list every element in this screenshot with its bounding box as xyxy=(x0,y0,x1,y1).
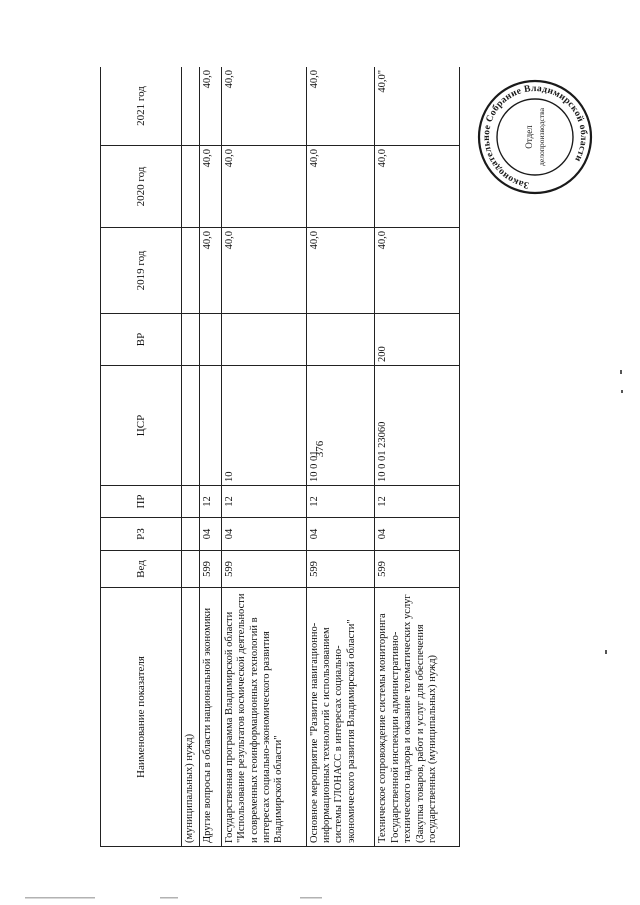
cell-name: Другие вопросы в области национальной экономики xyxy=(200,588,222,847)
header-vr: ВР xyxy=(101,314,182,366)
page-number: 376 xyxy=(314,440,326,458)
header-csr: ЦСР xyxy=(101,366,182,486)
table-row xyxy=(306,67,375,847)
cell-rz xyxy=(182,518,200,551)
seal-inner-ring xyxy=(497,99,573,175)
cell-csr xyxy=(200,366,222,486)
cell-ved: 599 xyxy=(200,551,222,588)
table-header-row xyxy=(101,67,182,847)
table-row xyxy=(200,67,222,847)
header-2021: 2021 год xyxy=(101,67,182,146)
rotated-table-container xyxy=(100,67,460,847)
cell-2020: 40,0 xyxy=(375,146,460,228)
cell-vr xyxy=(182,314,200,366)
cell-ved: 599 xyxy=(221,551,306,588)
cell-2021 xyxy=(182,67,200,146)
seal-center-line1: Отдел xyxy=(524,125,534,149)
header-ved: Вед xyxy=(101,551,182,588)
header-pr: ПР xyxy=(101,486,182,518)
seal-outer-ring xyxy=(479,81,591,193)
cell-2020: 40,0 xyxy=(306,146,375,228)
header-rz: РЗ xyxy=(101,518,182,551)
cell-rz: 04 xyxy=(200,518,222,551)
cell-2020 xyxy=(182,146,200,228)
cell-rz: 04 xyxy=(375,518,460,551)
cell-csr: 10 0 01 xyxy=(306,366,375,486)
cell-2019: 40,0 xyxy=(375,228,460,314)
cell-name: Основное мероприятие "Развитие навигационно-информационных технологий с использованием системы ГЛОНАСС в интересах социально-экономического развития Владимирской области" xyxy=(306,588,375,847)
cell-pr: 12 xyxy=(306,486,375,518)
table-frame xyxy=(100,67,460,847)
cell-rz: 04 xyxy=(306,518,375,551)
table-row xyxy=(375,67,460,847)
budget-table xyxy=(100,67,460,847)
cell-2021: 40,0" xyxy=(375,67,460,146)
cell-ved xyxy=(182,551,200,588)
table-row xyxy=(182,67,200,847)
cell-pr: 12 xyxy=(375,486,460,518)
cell-rz: 04 xyxy=(221,518,306,551)
cell-vr: 200 xyxy=(375,314,460,366)
table-row xyxy=(221,67,306,847)
cell-vr xyxy=(221,314,306,366)
cell-2019: 40,0 xyxy=(200,228,222,314)
cell-name: Техническое сопровождение системы мониторинга Государственной инспекции административно-технического надзора и оказание телематических услуг (Закупка товаров, работ и услуг для обеспечения государственных (муниципальных) нужд) xyxy=(375,588,460,847)
official-seal xyxy=(476,78,594,196)
cell-name: (муниципальных) нужд) xyxy=(182,588,200,847)
cell-2019: 40,0 xyxy=(306,228,375,314)
cell-pr xyxy=(182,486,200,518)
header-2019: 2019 год xyxy=(101,228,182,314)
cell-csr xyxy=(182,366,200,486)
cell-2021: 40,0 xyxy=(306,67,375,146)
cell-ved: 599 xyxy=(306,551,375,588)
cell-2019: 40,0 xyxy=(221,228,306,314)
cell-csr: 10 0 01 23060 xyxy=(375,366,460,486)
header-2020: 2020 год xyxy=(101,146,182,228)
cell-csr: 10 xyxy=(221,366,306,486)
cell-2020: 40,0 xyxy=(200,146,222,228)
seal-ring-text: Законодательное Собрание Владимирской области xyxy=(480,82,590,191)
cell-vr xyxy=(200,314,222,366)
cell-ved: 599 xyxy=(375,551,460,588)
cell-2021: 40,0 xyxy=(221,67,306,146)
cell-2021: 40,0 xyxy=(200,67,222,146)
cell-pr: 12 xyxy=(200,486,222,518)
seal-center-line2: делопроизводства xyxy=(537,107,546,167)
cell-vr xyxy=(306,314,375,366)
cell-name: Государственная программа Владимирской области "Использование результатов космической деятельности и современных геоинформационных технологий в интересах социально-экономического развития Владимирской области" xyxy=(221,588,306,847)
header-name: Наименование показателя xyxy=(101,588,182,847)
cell-2019 xyxy=(182,228,200,314)
cell-pr: 12 xyxy=(221,486,306,518)
cell-2020: 40,0 xyxy=(221,146,306,228)
